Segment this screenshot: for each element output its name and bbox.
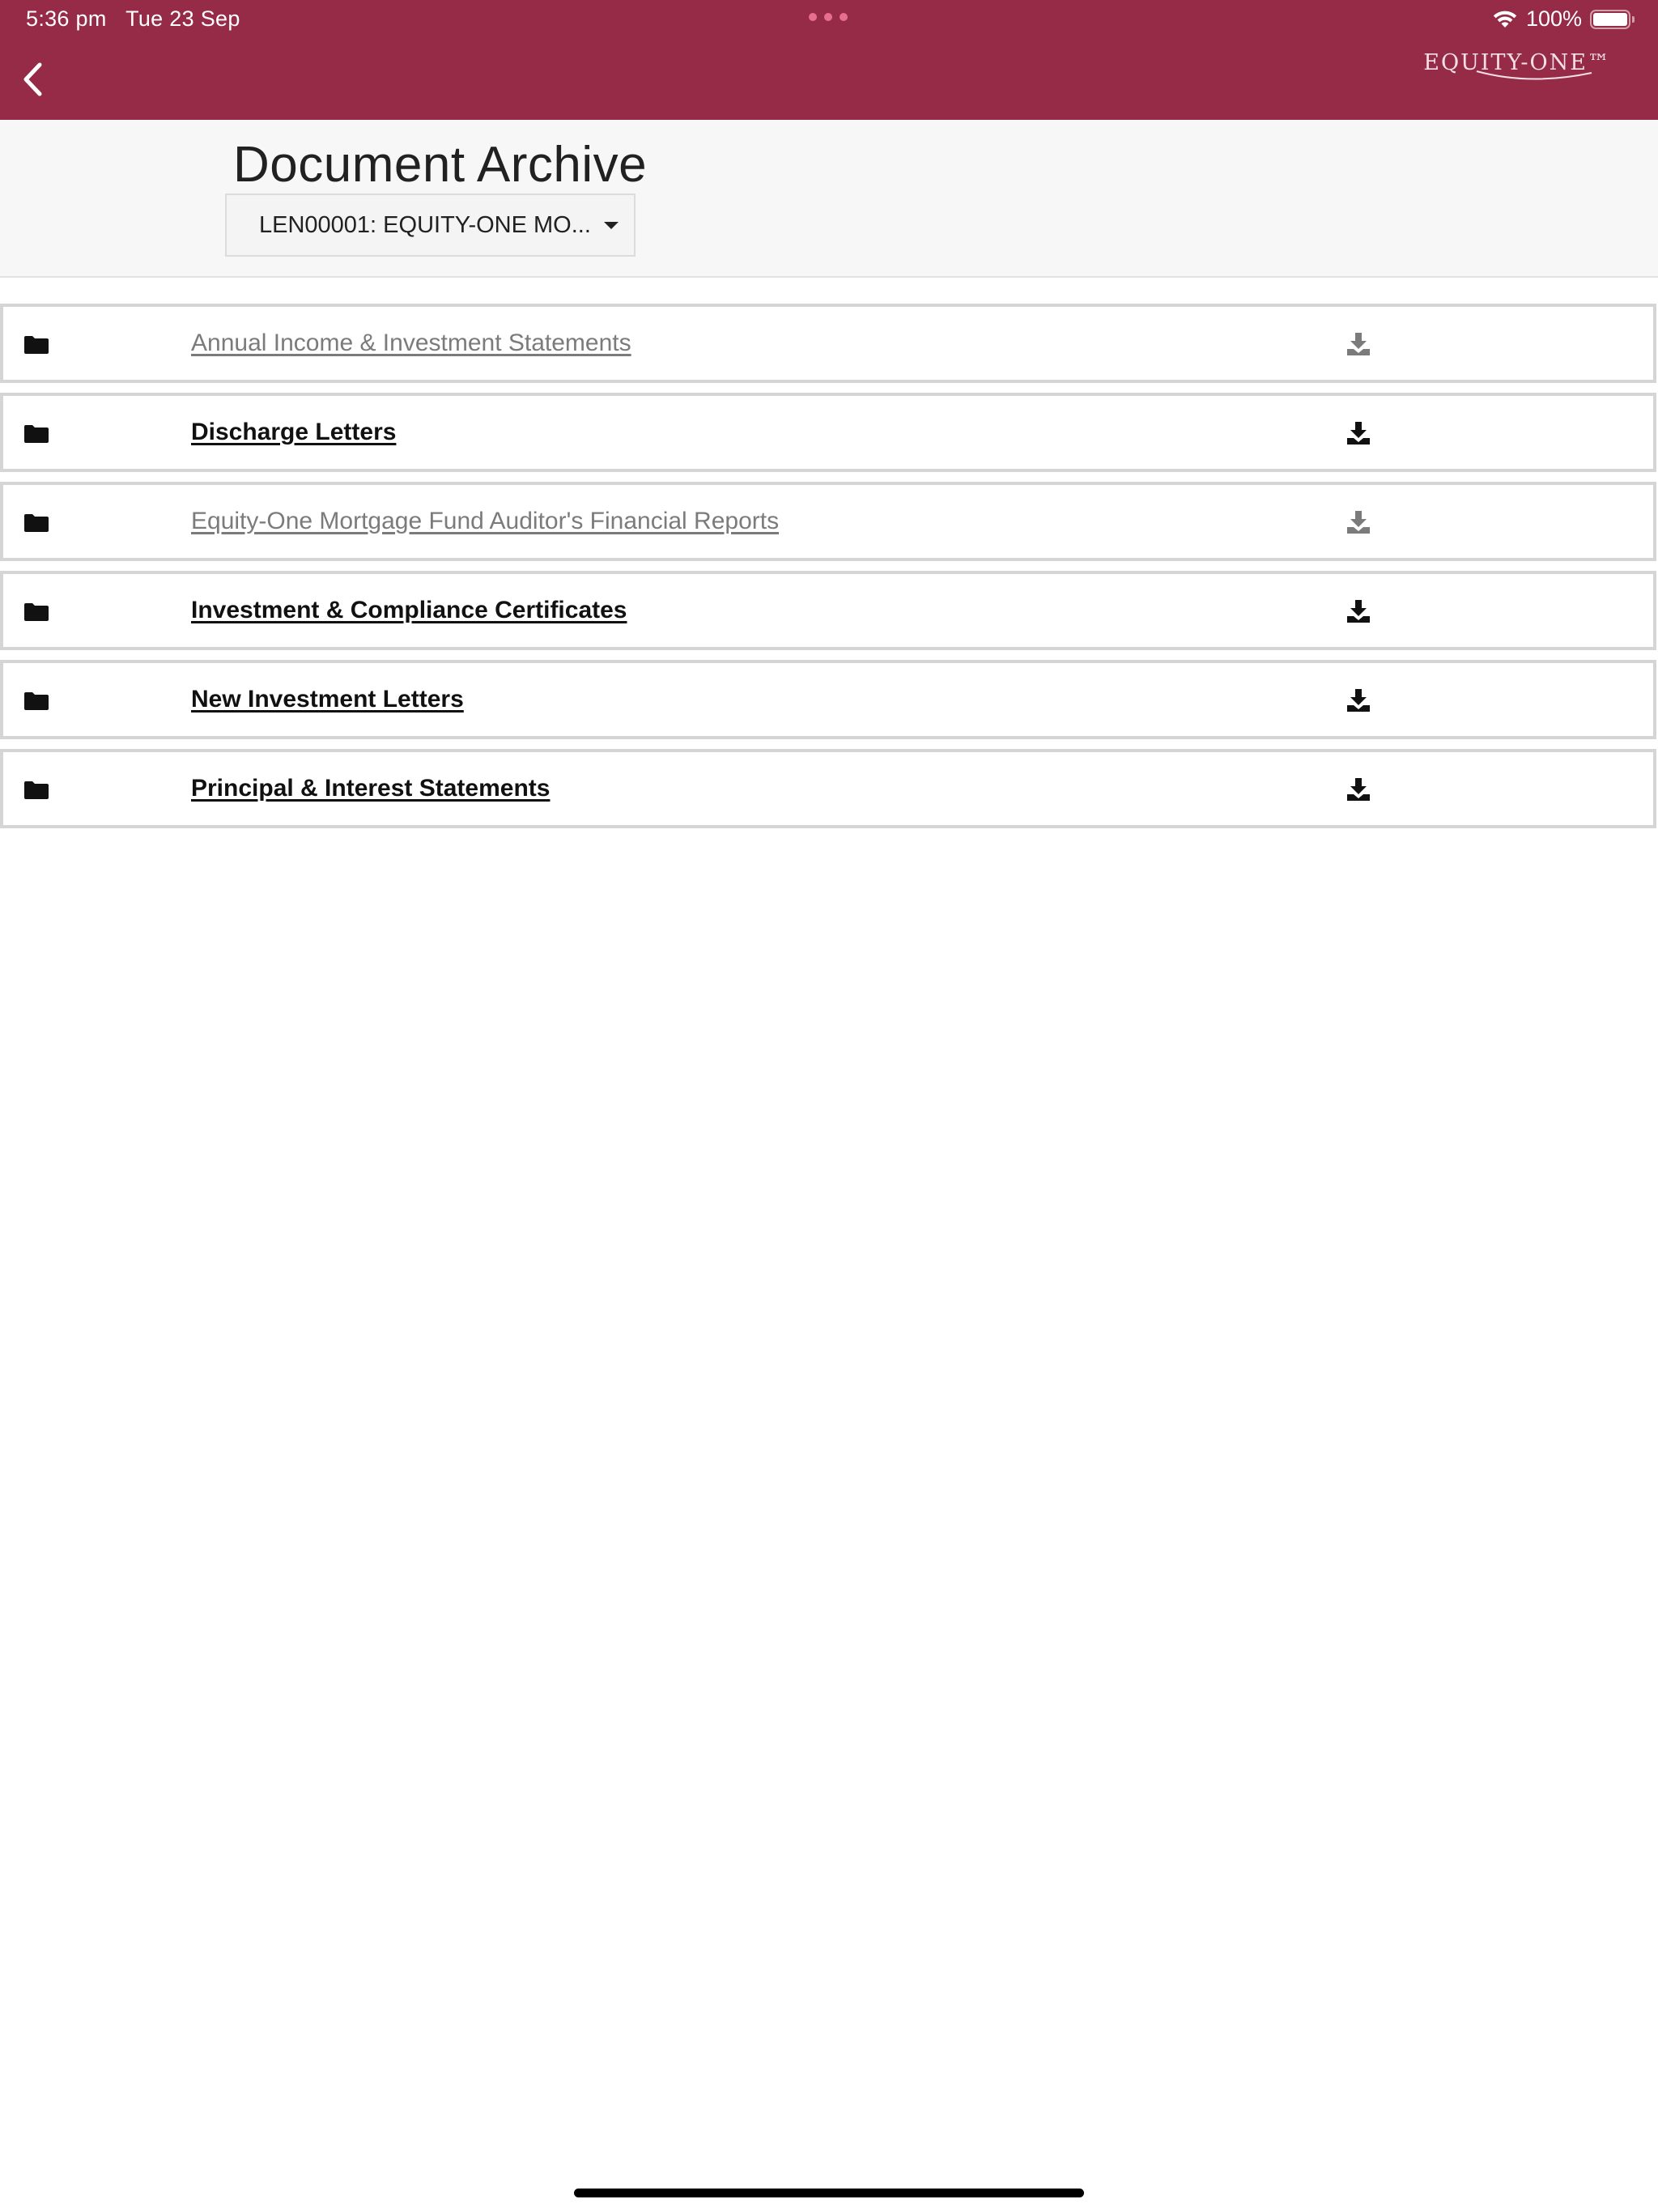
page-subheader: [0, 120, 1658, 278]
folder-icon: [24, 692, 49, 710]
download-icon[interactable]: [1346, 687, 1371, 713]
status-date: Tue 23 Sep: [125, 6, 240, 31]
folder-icon: [24, 603, 49, 621]
home-indicator[interactable]: [574, 2189, 1084, 2197]
folder-link[interactable]: Discharge Letters: [191, 419, 397, 445]
account-select-value: LEN00001: EQUITY-ONE MO...: [259, 211, 591, 238]
chevron-left-icon: [22, 62, 43, 96]
download-icon[interactable]: [1346, 776, 1371, 802]
status-time-date: [26, 6, 240, 32]
download-icon[interactable]: [1346, 331, 1371, 357]
folder-row[interactable]: [0, 304, 1656, 383]
caret-down-icon: [604, 222, 619, 229]
folder-row[interactable]: [0, 749, 1656, 828]
back-button[interactable]: [16, 58, 49, 100]
page-title: Document Archive: [233, 137, 648, 193]
logo-swoosh-icon: [1473, 68, 1595, 81]
equity-one-logo: EQUITY-ONE™: [1423, 50, 1611, 75]
folder-link[interactable]: Investment & Compliance Certificates: [191, 597, 627, 623]
account-select-dropdown[interactable]: [225, 194, 636, 257]
multitasking-dots-icon[interactable]: [809, 13, 848, 24]
folder-link[interactable]: New Investment Letters: [191, 686, 464, 713]
folder-icon: [24, 781, 49, 799]
folder-row[interactable]: [0, 482, 1656, 561]
folder-link[interactable]: Annual Income & Investment Statements: [191, 330, 631, 356]
download-icon[interactable]: [1346, 509, 1371, 535]
battery-icon: [1590, 10, 1630, 29]
status-time: 5:36 pm: [26, 6, 107, 31]
folder-row[interactable]: [0, 571, 1656, 650]
folder-row[interactable]: [0, 393, 1656, 472]
folder-icon: [24, 336, 49, 354]
folder-row[interactable]: [0, 660, 1656, 739]
wifi-icon: [1492, 10, 1518, 29]
folder-icon: [24, 514, 49, 532]
folder-link[interactable]: Principal & Interest Statements: [191, 775, 551, 802]
battery-percentage: 100%: [1525, 6, 1582, 31]
folder-link[interactable]: Equity-One Mortgage Fund Auditor's Financial Reports: [191, 508, 780, 534]
download-icon[interactable]: [1346, 420, 1371, 446]
folder-icon: [24, 425, 49, 443]
status-right-group: [1492, 6, 1630, 32]
app-header: [0, 0, 1658, 120]
download-icon[interactable]: [1346, 598, 1371, 624]
